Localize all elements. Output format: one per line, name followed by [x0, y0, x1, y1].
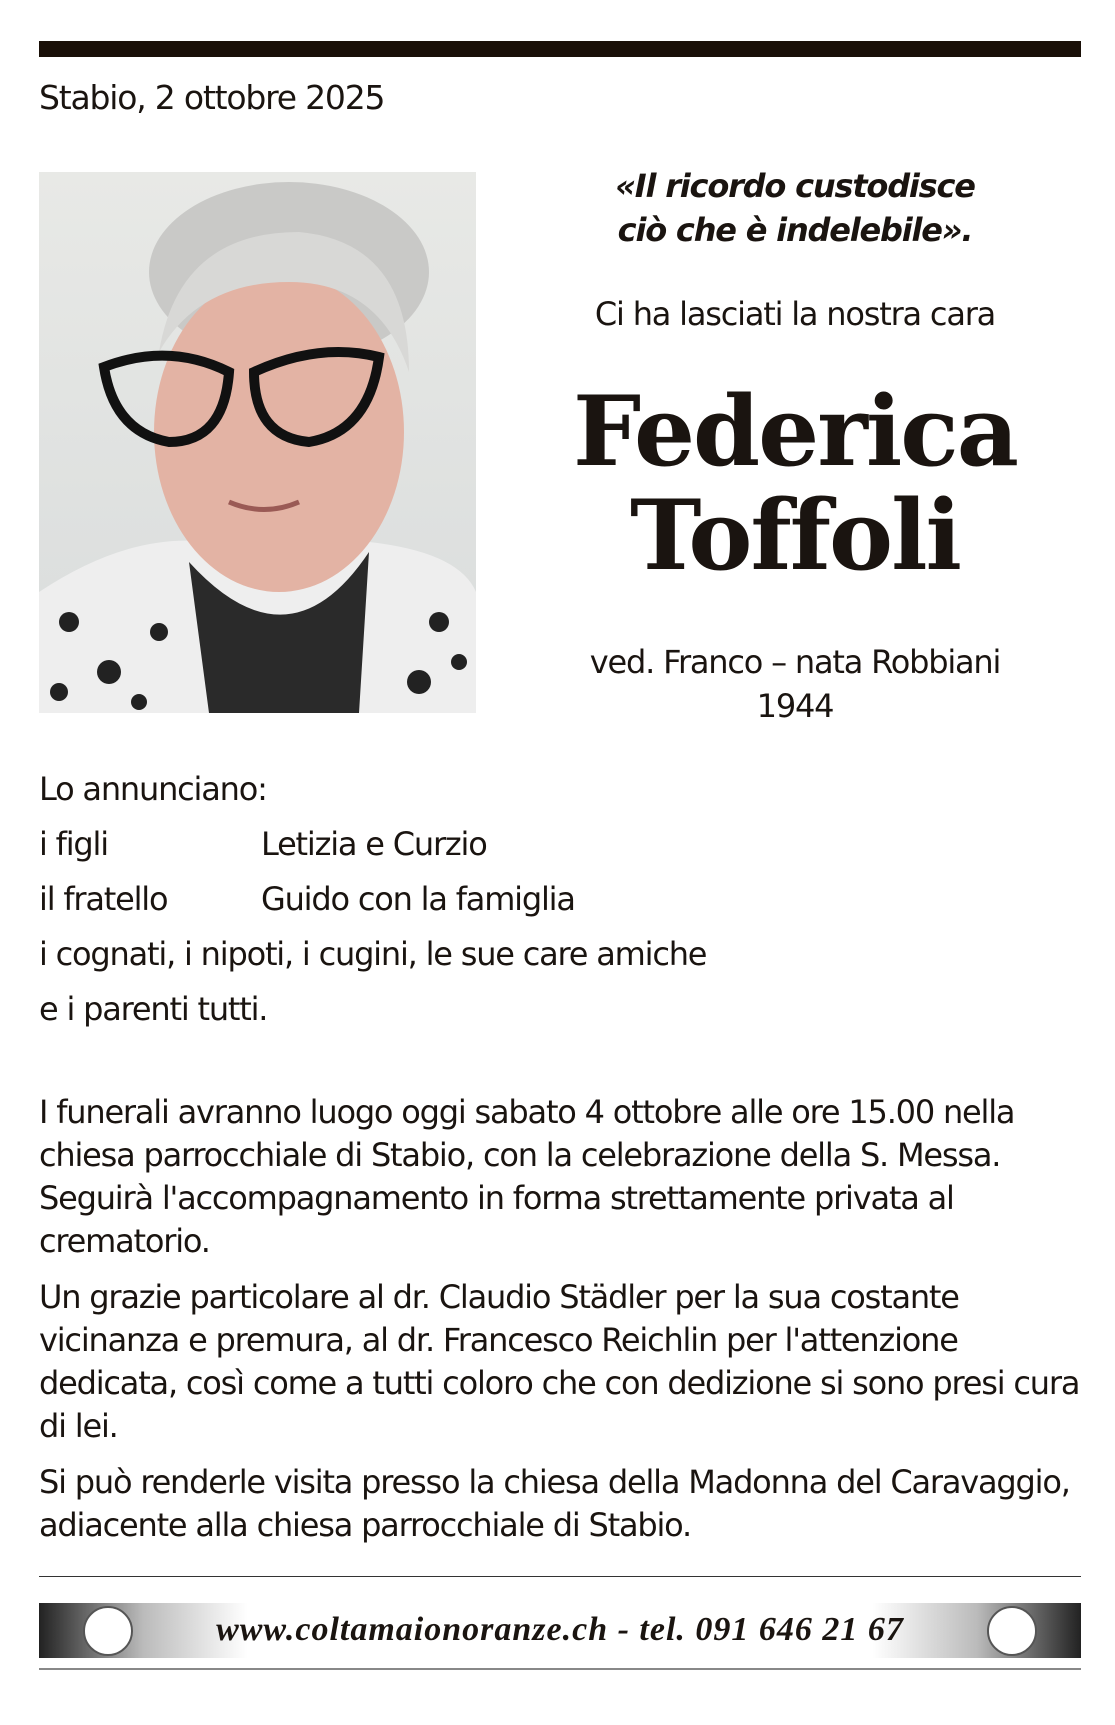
- widow-birth-name: ved. Franco – nata Robbiani: [589, 643, 1001, 681]
- visit-info: Si può renderle visita presso la chiesa della Madonna del Caravaggio, adiacente alla chiesa parrocchiale di Stabio.: [39, 1463, 1070, 1544]
- thanks-paragraph: Un grazie particolare al dr. Claudio Städler per la sua costante vicinanza e premura, al dr. Francesco Reichlin per l'attenzione dedicata, così come a tutti coloro che con dedizione si sono presi cura di lei.: [39, 1278, 1080, 1445]
- quote-line: «Il ricordo custodisce: [615, 167, 975, 205]
- relation-label: il fratello: [39, 880, 168, 918]
- list-item: [39, 817, 706, 872]
- portrait-photo: [39, 172, 476, 713]
- divider: [39, 1668, 1081, 1670]
- announcement-list: [39, 762, 706, 1037]
- top-rule: [39, 41, 1081, 57]
- list-item: [39, 872, 706, 927]
- first-name: Federica: [573, 375, 1017, 488]
- announcement-title: Lo annunciano:: [39, 770, 267, 808]
- list-item: e i parenti tutti.: [39, 990, 268, 1028]
- relation-names: Guido con la famiglia: [261, 880, 575, 918]
- funeral-info: I funerali avranno luogo oggi sabato 4 ottobre alle ore 15.00 nella chiesa parrocchiale di Stabio, con la celebrazione della S. Messa. Seguirà l'accompagnamento in forma strettamente privata al crematorio.: [39, 1093, 1015, 1260]
- divider: [39, 1576, 1081, 1577]
- last-name: Toffoli: [629, 479, 960, 592]
- funeral-home-banner: [39, 1603, 1081, 1658]
- list-item: i cognati, i nipoti, i cugini, le sue care amiche: [39, 935, 707, 973]
- deceased-details: [515, 640, 1075, 728]
- notice-date: Stabio, 2 ottobre 2025: [39, 78, 385, 117]
- intro-text: Ci ha lasciati la nostra cara: [594, 295, 996, 333]
- relation-label: i figli: [39, 825, 108, 863]
- birth-year: 1944: [756, 687, 834, 725]
- quote-line: ciò che è indelebile».: [617, 211, 973, 249]
- relation-names: Letizia e Curzio: [261, 825, 487, 863]
- contact-info: www.coltamaionoranze.ch - tel. 091 646 21 67: [216, 1611, 904, 1648]
- deceased-name: [515, 375, 1075, 592]
- funeral-home-logo: [987, 1606, 1037, 1656]
- memorial-quote: [515, 164, 1075, 252]
